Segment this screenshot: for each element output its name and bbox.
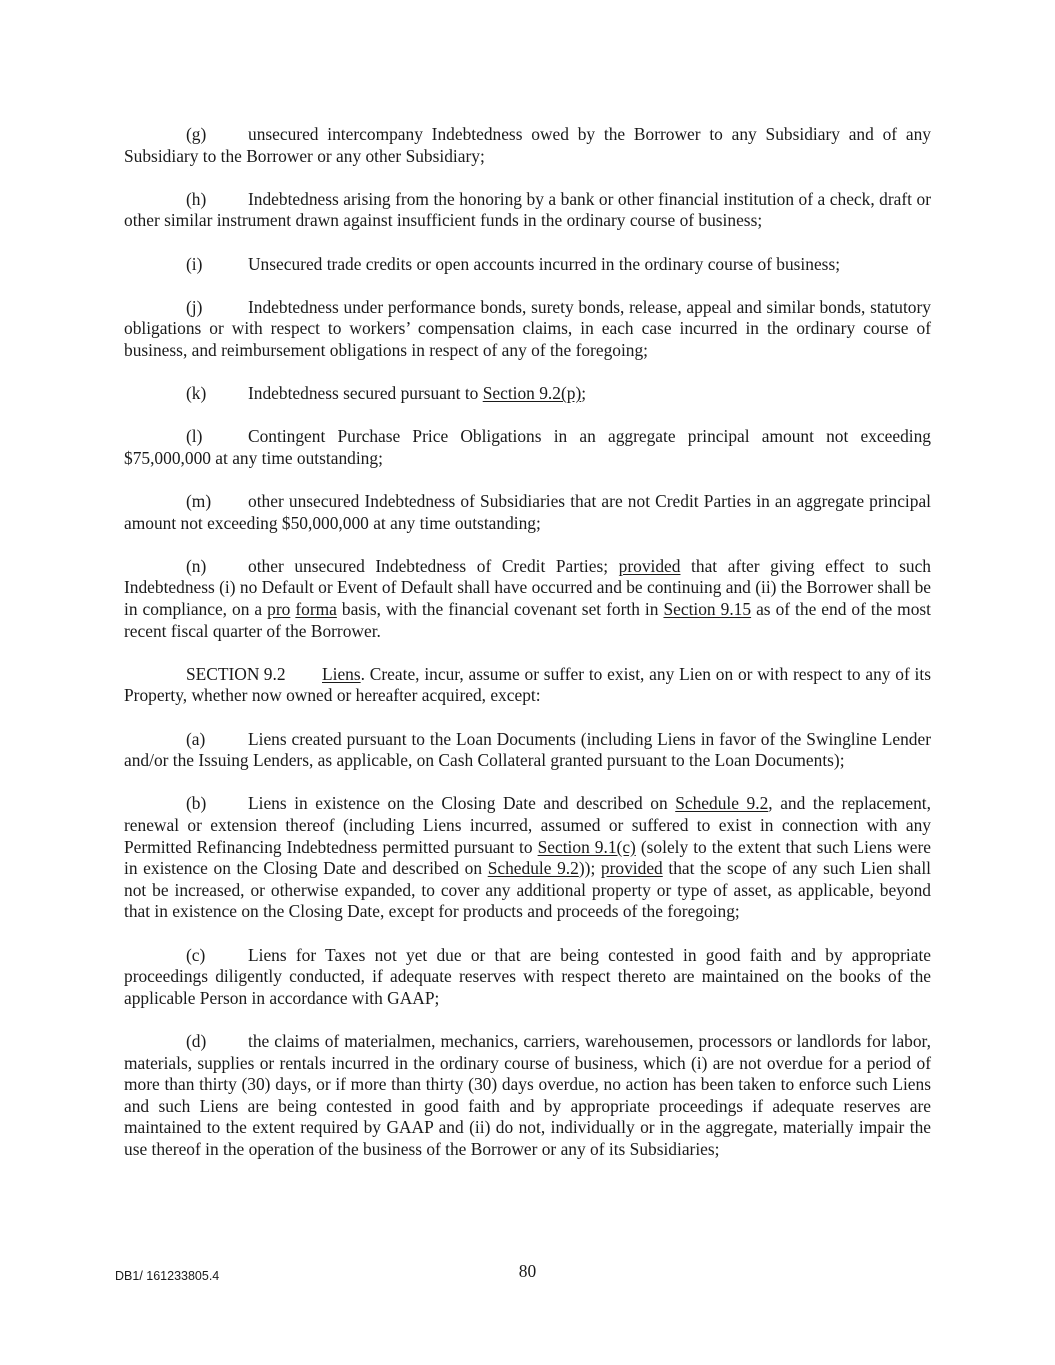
paragraph-text: that after giving effect to such Indebtedness (i) no Default or Event of Default shall have occurred and be continuing and (ii) the Borrower shall be in compliance, on a <box>124 555 931 620</box>
paragraph-label: (l) <box>186 426 203 447</box>
paragraph-label: (i) <box>186 253 203 274</box>
paragraph-text: unsecured intercompany Indebtedness owed by the Borrower to any Subsidiary and of any Subsidiary to the Borrower or any other Subsidiary; <box>124 124 931 166</box>
paragraph-label: (k) <box>186 383 207 404</box>
paragraph-text: other unsecured Indebtedness of Credit Parties; <box>248 555 619 576</box>
paragraph-i <box>124 254 931 276</box>
paragraph-text: Liens in existence on the Closing Date and described on <box>248 793 676 814</box>
document-body <box>124 124 931 1182</box>
paragraph-label: (c) <box>186 944 206 965</box>
paragraph-text: Liens for Taxes not yet due or that are being contested in good faith and by appropriate proceedings diligently conducted, if adequate reserves with respect thereto are maintained on the books of the applicable Person in accordance with GAAP; <box>124 944 931 1008</box>
lien-paragraph-b <box>124 793 931 923</box>
provided-term: provided <box>618 555 681 576</box>
paragraph-label: (h) <box>186 188 207 209</box>
paragraph-text: Indebtedness arising from the honoring by a bank or other financial institution of a check, draft or other similar instrument drawn against insufficient funds in the ordinary course of business; <box>124 188 931 231</box>
section-reference: Section 9.2(p) <box>482 383 582 404</box>
section-title: Liens <box>322 663 361 684</box>
paragraph-label: (m) <box>186 491 212 512</box>
lien-paragraph-a <box>124 729 931 772</box>
paragraph-text: that the scope of any such Lien shall not be increased, or otherwise expanded, to cover any additional property or type of asset, as applicable, beyond that in existence on the Closing Date, except for products and proceeds of the foregoing; <box>124 858 931 922</box>
paragraph-text: the claims of materialmen, mechanics, carriers, warehousemen, processors or landlords for labor, materials, supplies or rentals incurred in the ordinary course of business, which (i) are not overdue for a period of more than thirty (30) days, or if more than thirty (30) days overdue, no action has been taken to enforce such Liens and such Liens are being contested in good faith and by appropriate proceedings if adequate reserves are maintained to the extent required by GAAP and (ii) do not, individually or in the aggregate, materially impair the use thereof in the operation of the business of the Borrower or any of its Subsidiaries; <box>124 1030 931 1159</box>
paragraph-text: basis, with the financial covenant set forth in <box>336 599 664 620</box>
paragraph-text: other unsecured Indebtedness of Subsidiaries that are not Credit Parties in an aggregate principal amount not exceeding $50,000,000 at any time outstanding; <box>124 491 931 533</box>
page-number: 80 <box>518 1261 537 1281</box>
paragraph-text: (solely to the extent that such Liens were in existence on the Closing Date and described on <box>124 836 931 879</box>
section-9-2-heading <box>124 664 931 707</box>
schedule-reference: Schedule 9.2 <box>487 858 579 879</box>
paragraph-text: ; <box>581 383 587 404</box>
section-reference: Section 9.1(c) <box>537 836 636 857</box>
paragraph-g <box>124 124 931 167</box>
forma-term: forma <box>295 599 337 620</box>
paragraph-label: (j) <box>186 296 203 317</box>
lien-paragraph-d <box>124 1031 931 1161</box>
paragraph-text: , and the replacement, renewal or extension thereof (including Liens incurred, assumed or suffered to exist in connection with any Permitted Refinancing Indebtedness permitted pursuant to <box>124 793 931 857</box>
paragraph-text: Indebtedness under performance bonds, surety bonds, release, appeal and similar bonds, statutory obligations or with respect to workers’ compensation claims, in each case incurred in the ordinary course of business, and reimbursement obligations in respect of any of the foregoing; <box>124 296 931 360</box>
paragraph-h <box>124 189 931 232</box>
paragraph-text: as of the end of the most recent fiscal quarter of the Borrower. <box>124 599 931 641</box>
pro-term: pro <box>267 599 291 620</box>
paragraph-label: (n) <box>186 555 207 576</box>
schedule-reference: Schedule 9.2 <box>675 793 769 814</box>
paragraph-label: (g) <box>186 124 207 144</box>
document-id: DB1/ 161233805.4 <box>115 1269 220 1283</box>
paragraph-n <box>124 556 931 642</box>
paragraph-text: Indebtedness secured pursuant to <box>248 383 483 404</box>
provided-term: provided <box>600 858 663 879</box>
paragraph-label: (b) <box>186 793 207 814</box>
section-text: . Create, incur, assume or suffer to exist, any Lien on or with respect to any of its Property, whether now owned or hereafter acquired, except: <box>124 663 931 706</box>
paragraph-text: Unsecured trade credits or open accounts incurred in the ordinary course of business; <box>248 253 841 274</box>
lien-paragraph-c <box>124 945 931 1010</box>
paragraph-text: )); <box>578 858 601 879</box>
paragraph-text: Contingent Purchase Price Obligations in an aggregate principal amount not exceeding $75,000,000 at any time outstanding; <box>124 426 931 468</box>
paragraph-label: (a) <box>186 728 206 749</box>
paragraph-text: Liens created pursuant to the Loan Documents (including Liens in favor of the Swingline Lender and/or the Issuing Lenders, as applicable, on Cash Collateral granted pursuant to the Loan Documents); <box>124 728 931 771</box>
paragraph-m <box>124 491 931 534</box>
paragraph-l <box>124 426 931 469</box>
paragraph-j <box>124 297 931 362</box>
paragraph-k <box>124 383 931 405</box>
section-number: SECTION 9.2 <box>186 663 286 684</box>
paragraph-label: (d) <box>186 1030 207 1051</box>
section-reference: Section 9.15 <box>663 599 752 620</box>
